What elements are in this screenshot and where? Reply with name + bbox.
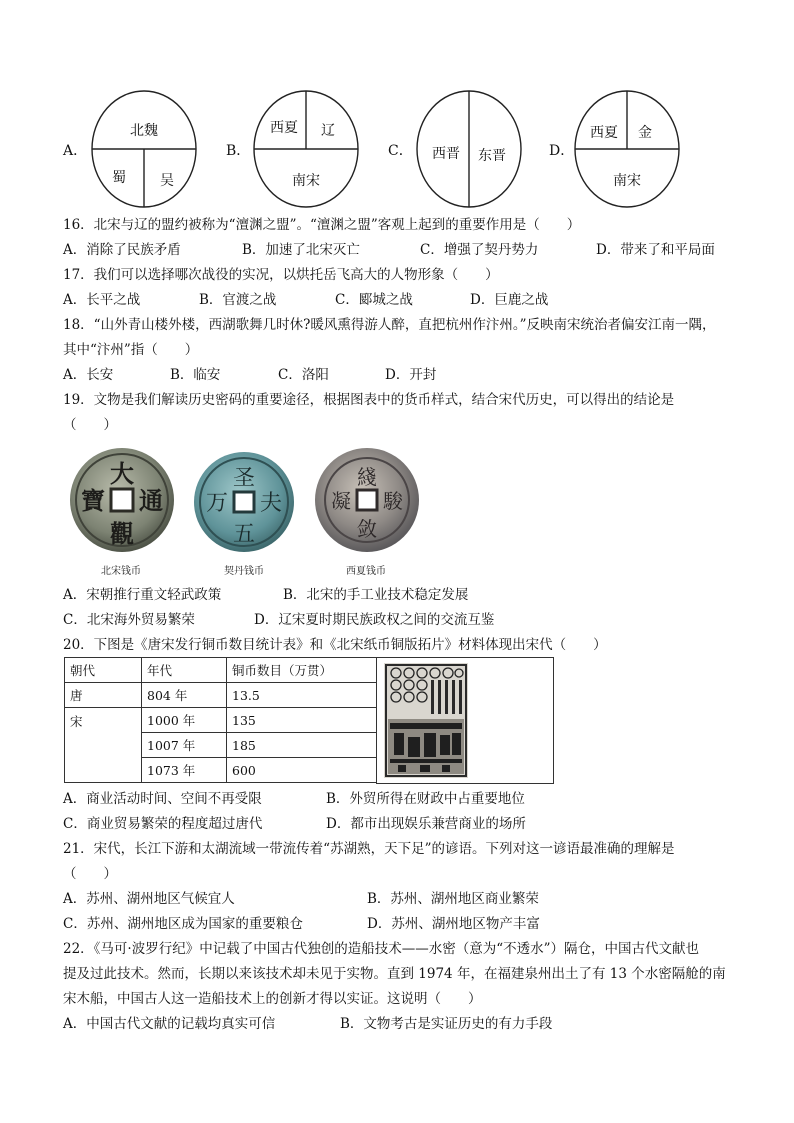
coin-character: 寶: [81, 487, 105, 515]
table-cell-amount: 185: [227, 733, 377, 758]
coin-character: 駿: [383, 489, 403, 513]
q18-stem-line2: 其中“汴州”指（ ）: [63, 342, 199, 358]
q17-option-b: B．官渡之战: [199, 292, 277, 308]
q22-stem-line1: 22．《马可·波罗行纪》中记载了中国古代独创的造船技术——水密（意为“不透水”）隔仓，中国古代文献也: [63, 941, 700, 957]
coin-khitan-image: [190, 450, 298, 554]
q16-option-b: B．加速了北宋灭亡: [242, 242, 360, 258]
table-header: 铜币数目（万贯）: [227, 658, 377, 683]
pie-d-slice: 南宋: [613, 173, 641, 189]
q16-option-c: C．增强了契丹势力: [420, 242, 539, 258]
q22-option-b: B．文物考古是实证历史的有力手段: [340, 1016, 553, 1032]
q18-option-d: D．开封: [385, 367, 437, 383]
table-header-row: [65, 658, 377, 683]
q20-option-a: A．商业活动时间、空间不再受限: [63, 791, 262, 807]
pie-a-slice: 蜀: [112, 170, 126, 186]
coin-character: 凝: [331, 489, 351, 513]
q19-option-a: A．宋朝推行重文轻武政策: [63, 587, 222, 603]
q21-option-b: B．苏州、湖州地区商业繁荣: [367, 891, 539, 907]
coin-character: 大: [110, 460, 134, 488]
table-cell-year: 804 年: [142, 683, 227, 708]
coin-caption: 西夏钱币: [346, 566, 386, 577]
table-row: [65, 708, 377, 733]
table-cell-dynasty: 唐: [65, 683, 142, 708]
q20-option-b: B．外贸所得在财政中占重要地位: [326, 791, 525, 807]
table-cell-amount: 135: [227, 708, 377, 733]
q22-stem-line3: 宋木船，中国古人这一造船技术上的创新才得以实证。这说明（ ）: [63, 991, 482, 1007]
coin-caption: 北宋钱币: [101, 566, 141, 577]
q20-stem: 20．下图是《唐宋发行铜币数目统计表》和《北宋纸币铜版拓片》材料体现出宋代（ ）: [63, 637, 607, 653]
q21-option-d: D．苏州、湖州地区物产丰富: [367, 916, 540, 932]
table-cell-year: 1000 年: [142, 708, 227, 733]
coin-character: 通: [139, 487, 163, 515]
q17-option-c: C．郾城之战: [335, 292, 413, 308]
q19-stem-line1: 19．文物是我们解读历史密码的重要途径，根据图表中的货币样式，结合宋代历史，可以得出的结论是: [63, 392, 675, 408]
q19-stem-line2: （ ）: [63, 417, 117, 433]
q21-stem-line2: （ ）: [63, 866, 117, 882]
pie-b-slice: 辽: [321, 123, 335, 139]
table-cell-year: 1007 年: [142, 733, 227, 758]
copper-coin-table: [64, 657, 377, 783]
table-header: 朝代: [65, 658, 142, 683]
coin-character: 五: [232, 522, 256, 547]
coin-northern-song-image: [66, 446, 178, 554]
table-cell-year: 1073 年: [142, 758, 227, 783]
paper-money-rubbing-image: [384, 663, 468, 778]
q16-stem: 16．北宋与辽的盟约被称为“澶渊之盟”。“澶渊之盟”客观上起到的重要作用是（ ）: [63, 217, 581, 233]
pie-d-letter: D．: [549, 143, 575, 159]
q22-stem-line2: 提及过此技术。然而，长期以来该技术却未见于实物。直到 1974 年，在福建泉州出土了有 13 个水密隔舱的南: [63, 966, 726, 982]
pie-diagrams: [0, 0, 794, 215]
coin-character: 綫: [357, 465, 377, 489]
coin-character: 万: [205, 491, 229, 516]
pie-b-slice: 南宋: [292, 173, 320, 189]
pie-c-slice: 东晋: [478, 148, 506, 164]
pie-a-letter: A．: [63, 143, 88, 159]
q18-option-b: B．临安: [170, 367, 221, 383]
q19-option-c: C．北宋海外贸易繁荣: [63, 612, 195, 628]
coin-caption: 契丹钱币: [224, 566, 264, 577]
q21-option-a: A．苏州、湖州地区气候宜人: [63, 891, 235, 907]
table-row: [65, 683, 377, 708]
q18-option-c: C．洛阳: [278, 367, 329, 383]
q20-option-d: D．都市出现娱乐兼营商业的场所: [326, 816, 526, 832]
paper-money-frame: [376, 657, 554, 784]
q21-stem-line1: 21．宋代，长江下游和太湖流域一带流传着“苏湖熟，天下足”的谚语。下列对这一谚语最准确的理解是: [63, 841, 675, 857]
coin-character: 敛: [357, 517, 377, 541]
coin-character: 圣: [232, 466, 256, 491]
coin-character: 夫: [259, 491, 283, 516]
q21-option-c: C．苏州、湖州地区成为国家的重要粮仓: [63, 916, 303, 932]
q17-option-a: A．长平之战: [63, 292, 141, 308]
q20-option-c: C．商业贸易繁荣的程度超过唐代: [63, 816, 263, 832]
table-header: 年代: [142, 658, 227, 683]
pie-d-slice: 西夏: [590, 125, 618, 141]
q19-option-d: D．辽宋夏时期民族政权之间的交流互鉴: [254, 612, 495, 628]
table-cell-dynasty: 宋: [65, 708, 142, 783]
pie-d-slice: 金: [638, 125, 652, 141]
coin-character: 觀: [110, 520, 134, 548]
q16-option-d: D．带来了和平局面: [596, 242, 715, 258]
q17-option-d: D．巨鹿之战: [470, 292, 549, 308]
table-cell-amount: 13.5: [227, 683, 377, 708]
q19-option-b: B．北宋的手工业技术稳定发展: [283, 587, 469, 603]
pie-b-letter: B．: [226, 143, 251, 159]
pie-b-slice: 西夏: [270, 120, 298, 136]
pie-c-letter: C．: [388, 143, 413, 159]
coin-western-xia-image: [312, 446, 422, 554]
q17-stem: 17．我们可以选择哪次战役的实况，以烘托岳飞高大的人物形象（ ）: [63, 267, 499, 283]
q18-stem-line1: 18．“山外青山楼外楼，西湖歌舞几时休?暖风熏得游人醉，直把杭州作汴州。”反映南宋统治者偏安江南一隅，: [63, 317, 716, 333]
q16-option-a: A．消除了民族矛盾: [63, 242, 181, 258]
table-cell-amount: 600: [227, 758, 377, 783]
q22-option-a: A．中国古代文献的记载均真实可信: [63, 1016, 276, 1032]
pie-a-slice: 吴: [160, 173, 174, 189]
pie-a-slice: 北魏: [130, 123, 158, 139]
pie-c-slice: 西晋: [432, 146, 460, 162]
q18-option-a: A．长安: [63, 367, 114, 383]
